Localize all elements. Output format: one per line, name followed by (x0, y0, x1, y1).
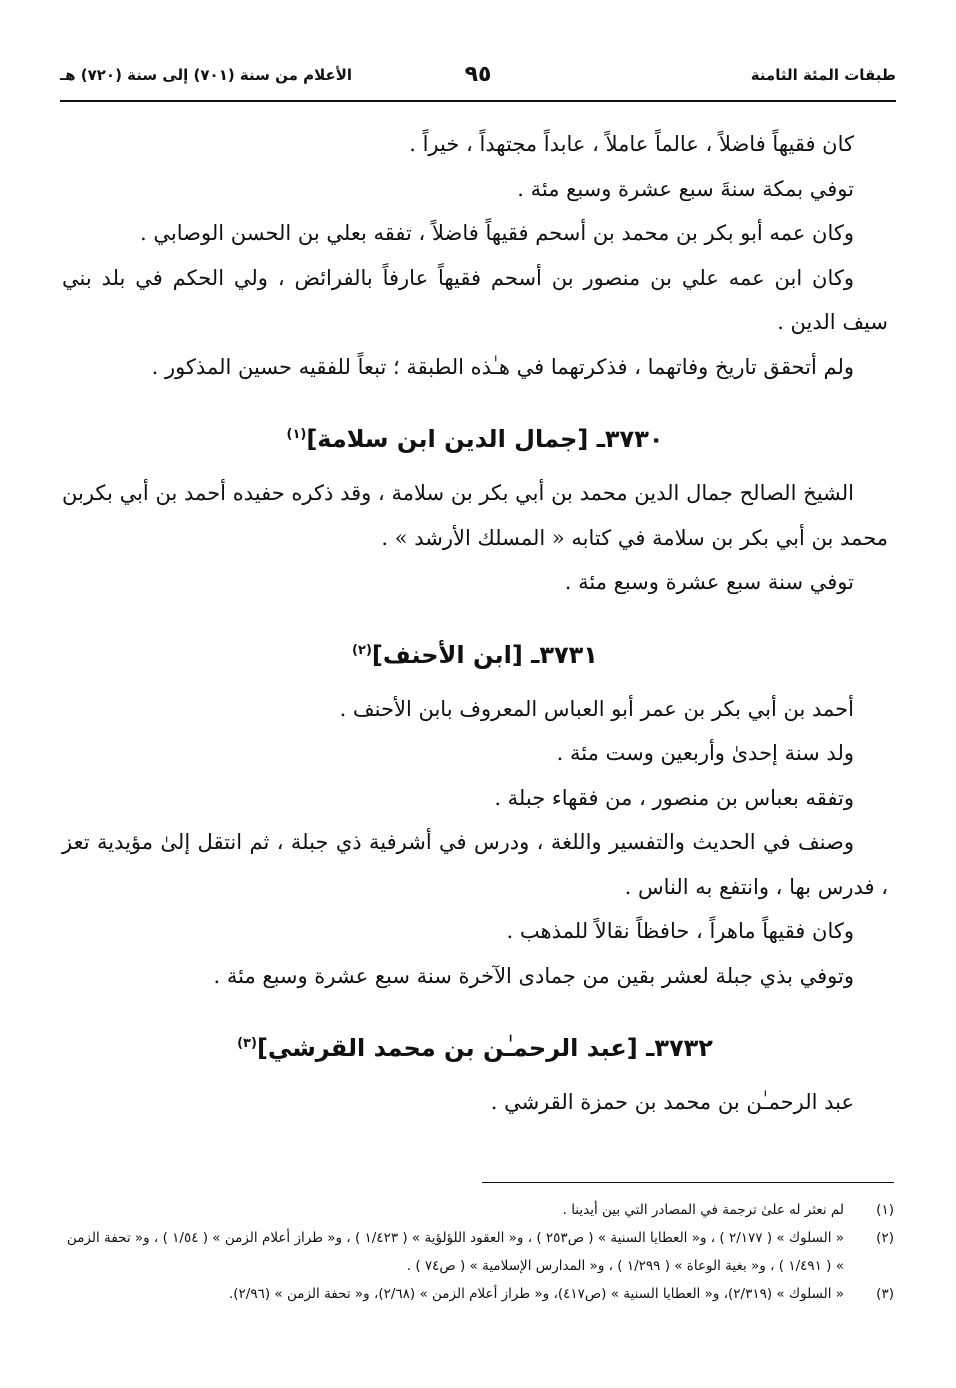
entry-heading (62, 1022, 888, 1070)
footnote-text: لم نعثر له علىٰ ترجمة في المصادر التي بين أيدينا . (562, 1202, 844, 1218)
intro-paragraph: توفي بمكة سنةَ سبع عشرة وسبع مئة . (517, 176, 854, 201)
entry-heading (62, 413, 888, 461)
entry-paragraph: ولد سنة إحدىٰ وأربعين وست مئة . (556, 741, 854, 765)
footnote-number: (١) (876, 1202, 894, 1218)
footnotes (64, 1196, 894, 1308)
footnote (64, 1280, 894, 1308)
page-body (62, 122, 888, 1125)
page-number: ٩٥ (464, 62, 492, 87)
entry-heading-text: ٣٧٣١ـ [ابن الأحنف] (371, 640, 598, 669)
entry-heading (62, 629, 888, 677)
running-header (60, 58, 896, 102)
footnote-reference: (٣) (237, 1036, 257, 1051)
header-year-range: الأعلام من سنة (٧٠١) إلى سنة (٧٢٠) هـ (60, 66, 353, 84)
entry-paragraph: عبد الرحمـٰن بن محمد بن حمزة القرشي . (490, 1090, 854, 1114)
footnote-divider (482, 1182, 894, 1183)
entry-paragraph: الشيخ الصالح جمال الدين محمد بن أبي بكر بن سلامة ، وقد ذكره حفيده أحمد بن أبي بكربن محمد بن أبي بكر بن سلامة في كتابه « المسلك الأرشد » . (62, 481, 888, 550)
footnote-text: « السلوك » ( ٢/١٧٧ ) ، و« العطايا السنية » ( ص٢٥٣ ) ، و« العقود اللؤلؤية » ( ١/٤٢٣ ) ، و« طراز أعلام الزمن » ( ١/٥٤ ) ، و« تحفة الزمن » ( ١/٤٩١ ) ، و« بغية الوعاة » ( ١/٢٩٩ ) ، و« المدارس الإسلامية » ( ص٧٤ ) . (66, 1230, 844, 1274)
entry-paragraph: وتوفي بذي جبلة لعشر بقين من جمادى الآخرة سنة سبع عشرة وسبع مئة . (213, 963, 854, 988)
footnote-reference: (٢) (352, 642, 372, 658)
entry-paragraph: توفي سنة سبع عشرة وسبع مئة . (564, 570, 854, 594)
footnote-number: (٢) (876, 1230, 894, 1246)
intro-paragraph: وكان ابن عمه علي بن منصور بن أسحم فقيهاً عارفاً بالفرائض ، ولي الحكم في بلد بني سيف الدين . (62, 265, 888, 334)
footnote-reference: (١) (286, 427, 307, 442)
intro-paragraph: وكان عمه أبو بكر بن محمد بن أسحم فقيهاً فاضلاً ، تفقه بعلي بن الحسن الوصابي . (140, 221, 854, 245)
entry-heading-text: ٣٧٣٢ـ [عبد الرحمـٰن بن محمد القرشي] (256, 1034, 713, 1062)
intro-paragraph: ولم أتحقق تاريخ وفاتهما ، فذكرتهما في هـٰذه الطبقة ؛ تبعاً للفقيه حسين المذكور . (151, 354, 854, 379)
footnote (64, 1224, 894, 1280)
entry-heading-text: ٣٧٣٠ـ [جمال الدين ابن سلامة] (306, 425, 664, 453)
entry-paragraph: وكان فقيهاً ماهراً ، حافظاً نقالاً للمذهب . (506, 919, 854, 943)
header-section-title: طبقات المئة الثامنة (750, 66, 896, 84)
footnote (64, 1196, 894, 1224)
entry-paragraph: وصنف في الحديث والتفسير واللغة ، ودرس في أشرفية ذي جبلة ، ثم انتقل إلىٰ مؤيدية تعز ، فدرس بها ، وانتفع به الناس . (62, 830, 888, 899)
footnote-number: (٣) (876, 1286, 894, 1302)
entry-paragraph: أحمد بن أبي بكر بن عمر أبو العباس المعروف بابن الأحنف . (339, 696, 854, 721)
entry-paragraph: وتفقه بعباس بن منصور ، من فقهاء جبلة . (494, 785, 854, 810)
footnote-text: « السلوك » (٢/٣١٩)، و« العطايا السنية » (ص٤١٧)، و« طراز أعلام الزمن » (٢/٦٨)، و« تحفة الزمن » (٢/٩٦). (228, 1286, 844, 1302)
intro-paragraph: كان فقيهاً فاضلاً ، عالماً عاملاً ، عابداً مجتهداً ، خيراً . (409, 132, 854, 156)
